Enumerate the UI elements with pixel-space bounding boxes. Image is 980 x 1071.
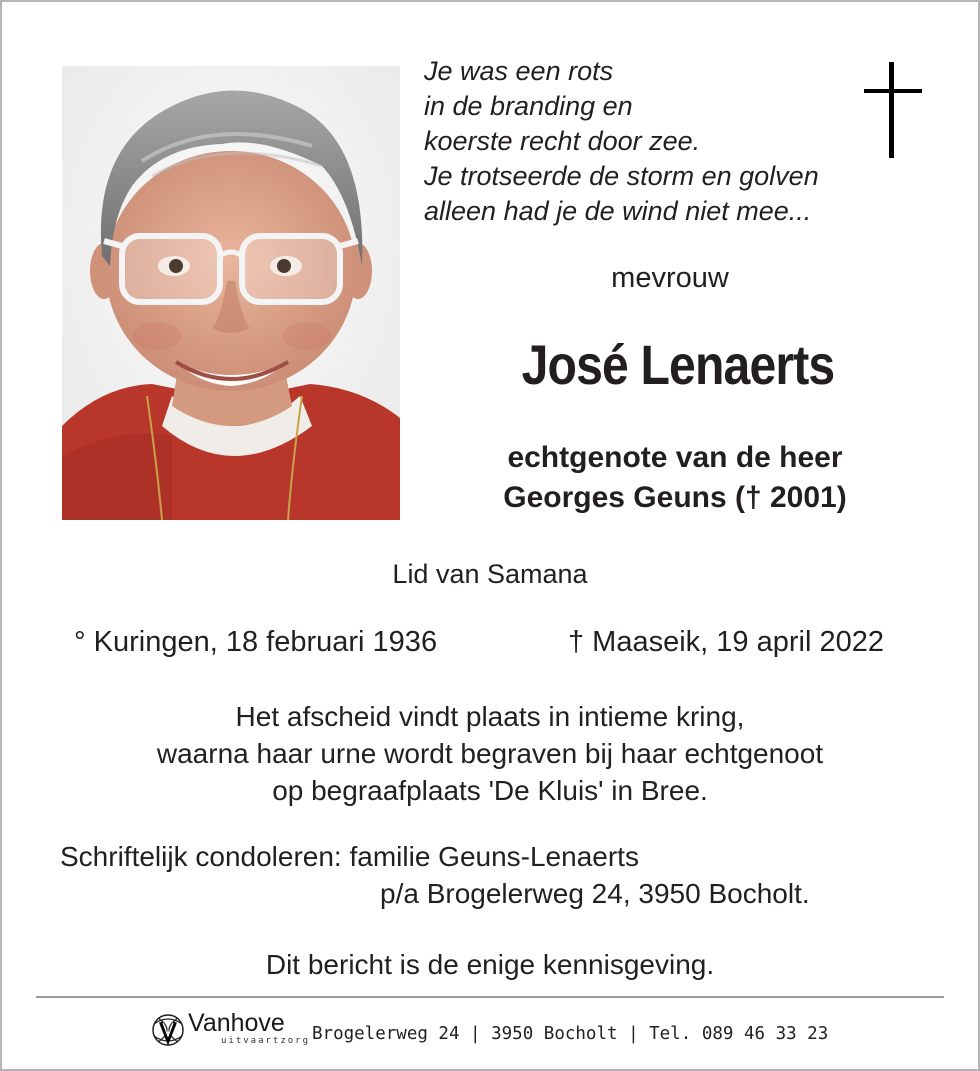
deceased-name: José Lenaerts — [521, 333, 835, 396]
vanhove-logo-icon — [148, 1010, 188, 1050]
condolence-address: p/a Brogelerweg 24, 3950 Bocholt. — [380, 878, 810, 909]
poem-line: Je was een rots — [424, 56, 614, 86]
poem-line: alleen had je de wind niet mee... — [424, 196, 812, 226]
notice-text: Dit bericht is de enige kennisgeving. — [265, 949, 715, 980]
spouse-line: Georges Geuns († 2001) — [503, 481, 847, 514]
poem-line: Je trotseerde de storm en golven — [424, 161, 819, 191]
birth-info: ° Kuringen, 18 februari 1936 — [74, 626, 438, 658]
portrait-photo — [62, 66, 400, 520]
death-info: † Maaseik, 19 april 2022 — [568, 626, 884, 658]
membership: Lid van Samana — [392, 559, 588, 589]
farewell-line: op begraafplaats 'De Kluis' in Bree. — [272, 775, 708, 806]
condolence-line: Schriftelijk condoleren: familie Geuns-Lenaerts — [60, 841, 639, 872]
brand-subtitle: uitvaartzorg — [221, 1036, 311, 1046]
farewell-text — [0, 698, 980, 809]
poem-line: in de branding en — [424, 91, 633, 121]
cross-icon — [864, 62, 922, 158]
funeral-home-footer — [148, 1008, 848, 1058]
contact-info: Brogelerweg 24 | 3950 Bocholt | Tel. 089 46 33 23 — [312, 1024, 829, 1044]
farewell-line: Het afscheid vindt plaats in intieme kring, — [235, 701, 745, 732]
spouse-info — [440, 438, 910, 518]
farewell-line: waarna haar urne wordt begraven bij haar echtgenoot — [156, 738, 824, 769]
divider — [36, 996, 944, 998]
honorific: mevrouw — [611, 262, 729, 294]
spouse-line: echtgenote van de heer — [507, 441, 843, 474]
poem — [424, 54, 884, 229]
poem-line: koerste recht door zee. — [424, 126, 701, 156]
brand-name: Vanhove — [188, 1009, 285, 1037]
